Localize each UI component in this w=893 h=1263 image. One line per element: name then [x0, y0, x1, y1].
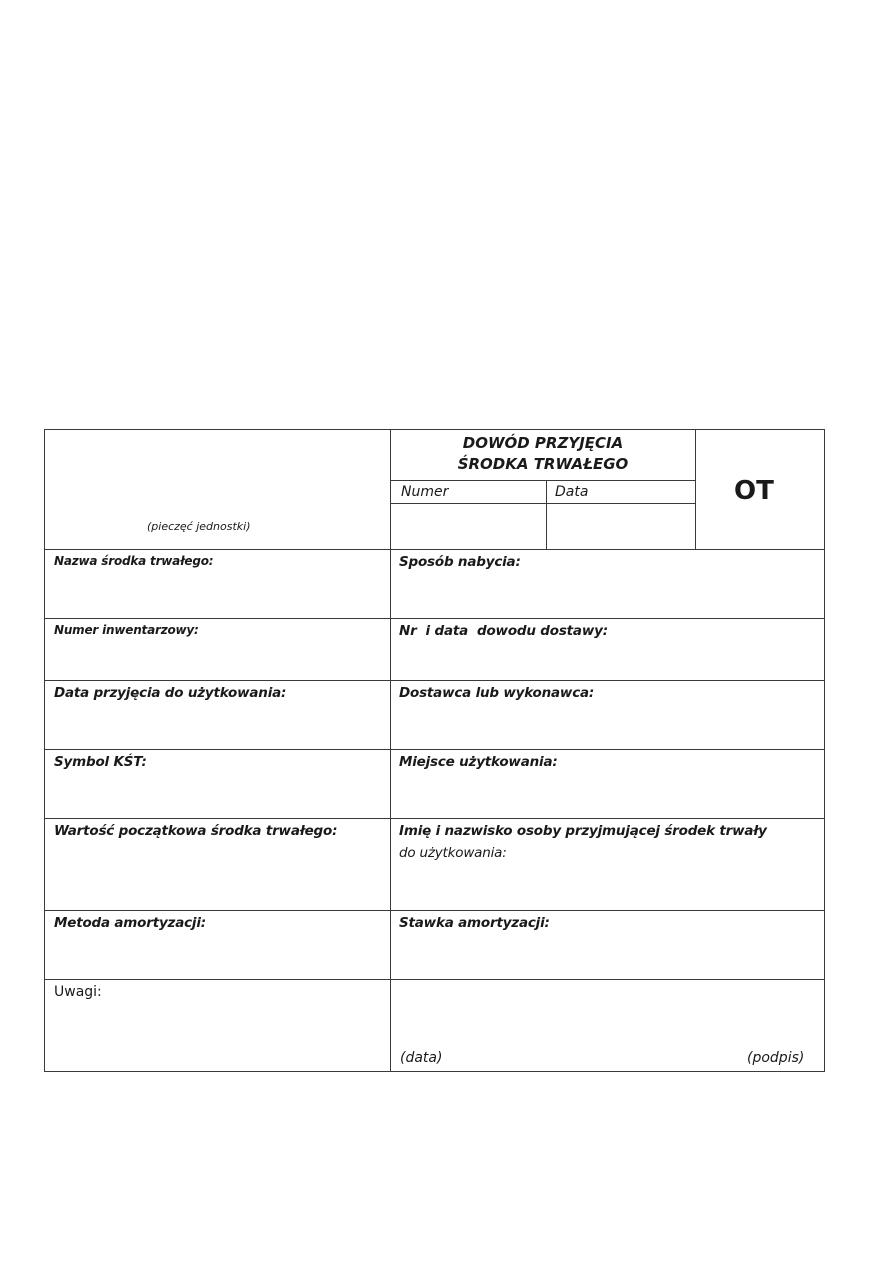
acceptance-date-label: Data przyjęcia do użytkowania: — [54, 685, 287, 701]
stamp-label: (pieczęć jednostki) — [147, 520, 251, 533]
row-divider — [45, 979, 824, 980]
row-divider — [45, 680, 824, 681]
number-label: Numer — [401, 484, 449, 500]
form-title-line-1: DOWÓD PRZYJĘCIA — [462, 434, 624, 452]
code-divider — [695, 430, 696, 550]
column-divider — [390, 430, 391, 1071]
form-code: OT — [734, 476, 774, 506]
supplier-label: Dostawca lub wykonawca: — [399, 685, 595, 701]
label-divider — [390, 503, 696, 504]
kst-symbol-label: Symbol KŚT: — [54, 754, 147, 770]
place-of-use-label: Miejsce użytkowania: — [399, 754, 558, 770]
depreciation-method-label: Metoda amortyzacji: — [54, 915, 206, 931]
initial-value-label: Wartość początkowa środka trwałego: — [54, 823, 338, 839]
row-divider — [45, 910, 824, 911]
form-title-line-2: ŚRODKA TRWAŁEGO — [457, 455, 629, 473]
number-date-divider — [546, 480, 547, 550]
depreciation-rate-label: Stawka amortyzacji: — [399, 915, 550, 931]
row-divider — [45, 618, 824, 619]
acquisition-method-label: Sposób nabycia: — [399, 554, 521, 570]
date-field[interactable] — [548, 505, 694, 548]
date-label: Data — [555, 484, 589, 500]
signature-caption: (podpis) — [747, 1050, 805, 1066]
inventory-number-label: Numer inwentarzowy: — [54, 623, 199, 637]
receiver-name-label-line-1: Imię i nazwisko osoby przyjmującej środek trwały — [399, 823, 767, 839]
row-divider — [45, 549, 824, 550]
date-caption: (data) — [400, 1050, 443, 1066]
row-divider — [45, 749, 824, 750]
fixed-asset-acceptance-form — [44, 429, 825, 1072]
number-field[interactable] — [392, 505, 545, 548]
remarks-label: Uwagi: — [54, 984, 102, 1000]
row-divider — [45, 818, 824, 819]
asset-name-label: Nazwa środka trwałego: — [54, 554, 214, 568]
title-divider — [390, 480, 696, 481]
form-title — [391, 433, 695, 475]
delivery-document-label: Nr i data dowodu dostawy: — [399, 623, 608, 639]
receiver-name-label-line-2: do użytkowania: — [399, 845, 507, 861]
